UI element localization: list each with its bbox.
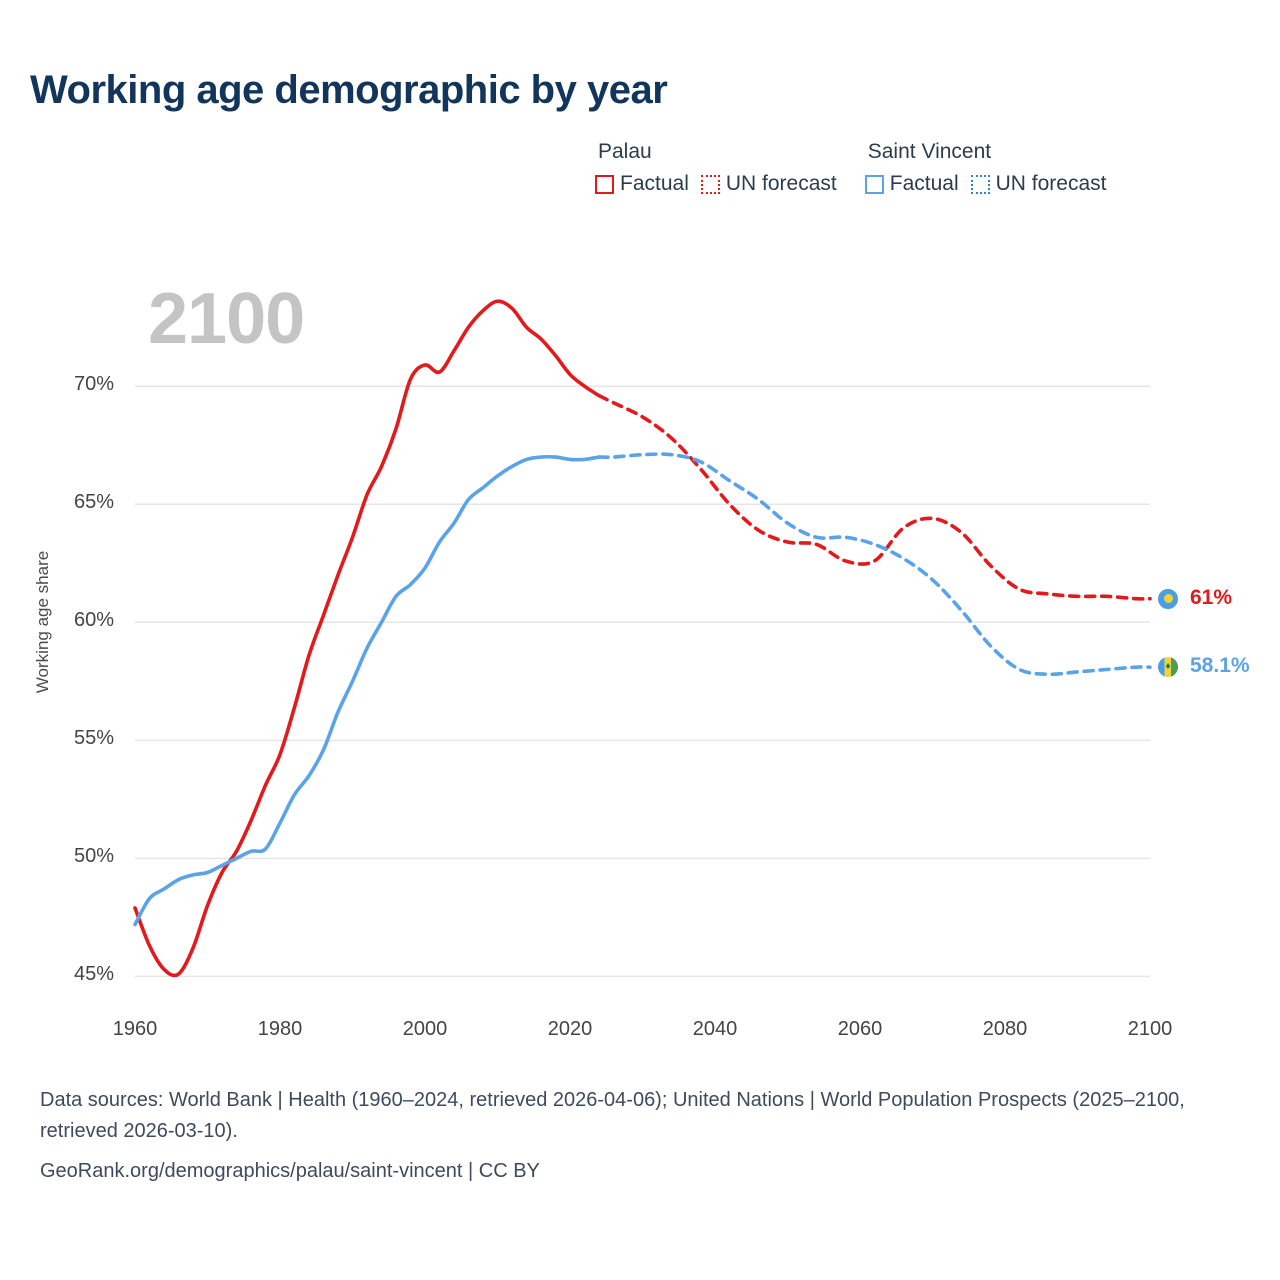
legend-item-label: Factual — [620, 172, 689, 195]
palau-flag-disc — [1164, 594, 1173, 603]
footer-link[interactable]: GeoRank.org/demographics/palau/saint-vincent | CC BY — [40, 1160, 540, 1182]
legend-item-label: Factual — [889, 172, 959, 195]
y-tick-label: 50% — [73, 845, 114, 868]
x-tick-label: 1960 — [112, 1018, 158, 1040]
y-tick-label: 65% — [73, 491, 114, 514]
year-watermark: 2100 — [148, 279, 305, 359]
flag-marker-saint-vincent — [1156, 655, 1180, 679]
footer-sources: Data sources: World Bank | Health (1960–2024, retrieved 2026-04-06); United Nations | World Population Prospects (2025–2100, retrieved 2026-03-10). — [40, 1089, 1185, 1142]
y-axis-title: Working age share — [33, 550, 52, 694]
y-tick-label: 45% — [73, 963, 114, 986]
end-value-label-palau: 61% — [1190, 585, 1233, 609]
y-tick-label: 60% — [73, 609, 114, 632]
chart-footer — [40, 1085, 1190, 1187]
flag-marker-palau — [1156, 587, 1180, 611]
x-tick-label: 2020 — [547, 1018, 593, 1040]
legend-item-label: UN forecast — [995, 172, 1107, 195]
x-tick-label: 2060 — [837, 1018, 883, 1040]
y-tick-label: 55% — [73, 727, 114, 750]
x-tick-label: 1980 — [257, 1018, 303, 1040]
x-tick-label: 2000 — [402, 1018, 448, 1040]
x-tick-label: 2100 — [1127, 1018, 1173, 1040]
saint-vincent-flag-mark: ♦ — [1165, 661, 1171, 673]
legend-country-label: Saint Vincent — [867, 140, 992, 163]
legend-item-label: UN forecast — [725, 172, 837, 195]
page-title: Working age demographic by year — [30, 68, 668, 112]
x-tick-label: 2080 — [982, 1018, 1028, 1040]
end-value-label-saint-vincent: 58.1% — [1190, 654, 1250, 678]
y-tick-label: 70% — [73, 373, 114, 396]
x-tick-label: 2040 — [692, 1018, 738, 1040]
legend-country-label: Palau — [598, 140, 652, 163]
